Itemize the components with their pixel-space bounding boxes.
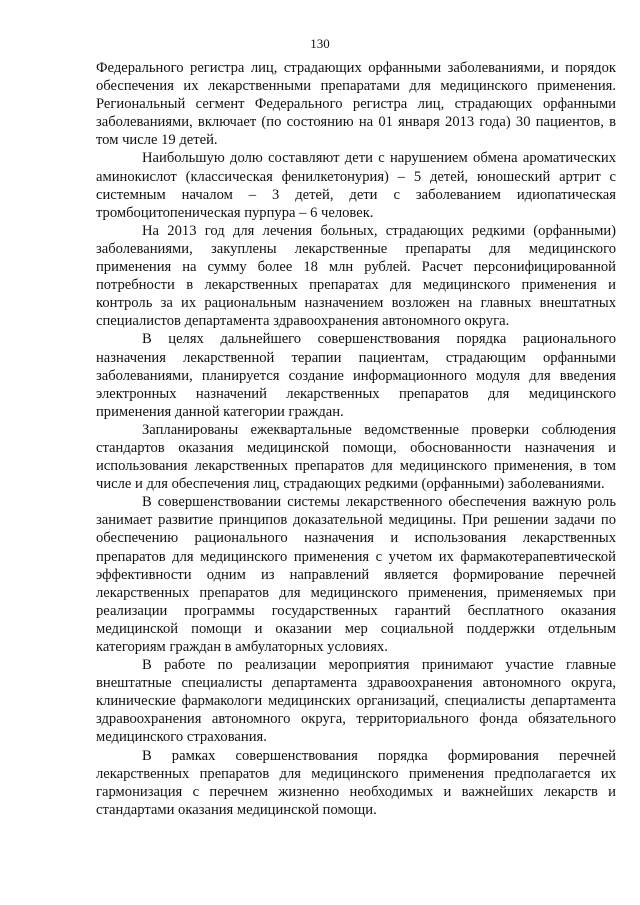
document-body [96,59,616,819]
paragraph: На 2013 год для лечения больных, страдающих редкими (орфанными) заболеваниями, закуплены лекарственные препараты для медицинского применения на сумму более 18 млн рублей. Расчет персонифицированной потребности в лекарственных препаратах для медицинского применения и контроль за их рациональным назначением возложен на главных внештатных специалистов департамента здравоохранения автономного округа. [96,222,616,330]
page-number: 130 [310,36,330,51]
paragraph: В совершенствовании системы лекарственного обеспечения важную роль занимает развитие принципов доказательной медицины. При решении задачи по обеспечению рационального назначения и использования лекарственных препаратов для медицинского применения с учетом их фармакотерапевтической эффективности одним из направлений является формирование перечней лекарственных препаратов для медицинского применения, применяемых при реализации программы государственных гарантий бесплатного оказания медицинской помощи и оказании мер социальной поддержки отдельным категориям граждан в амбулаторных условиях. [96,494,616,655]
paragraph: В работе по реализации мероприятия принимают участие главные внештатные специалисты департамента здравоохранения автономного округа, клинические фармакологи медицинских организаций, специалисты департамента здравоохранения автономного округа, территориального фонда обязательного медицинского страхования. [96,657,616,746]
paragraph: Запланированы ежеквартальные ведомственные проверки соблюдения стандартов оказания медицинской помощи, обоснованности назначения и использования лекарственных препаратов для медицинского применения, в том числе и для обеспечения лиц, страдающих редкими (орфанными) заболеваниями. [96,421,616,493]
paragraph-continuation: Федерального регистра лиц, страдающих орфанными заболеваниями, и порядок обеспечения их лекарственными препаратами для медицинского применения. Региональный сегмент Федерального регистра лиц, страдающих орфанными заболеваниями, включает (по состоянию на 01 января 2013 года) 30 пациентов, в том числе 19 детей. [96,60,616,149]
paragraph: Наибольшую долю составляют дети с нарушением обмена ароматических аминокислот (классическая фенилкетонурия) – 5 детей, юношеский артрит с системным началом – 3 детей, дети с заболеванием идиопатическая тромбоцитопеническая пурпура – 6 человек. [96,150,616,221]
paragraph: В целях дальнейшего совершенствования порядка рационального назначения лекарственной терапии пациентам, страдающим орфанными заболеваниями, планируется создание информационного модуля для введения электронных назначений лекарственных препаратов для медицинского применения данной категории граждан. [96,331,616,420]
paragraph: В рамках совершенствования порядка формирования перечней лекарственных препаратов для медицинского применения предполагается их гармонизация с перечнем жизненно необходимых и важнейших лекарств и стандартами оказания медицинской помощи. [96,747,616,818]
